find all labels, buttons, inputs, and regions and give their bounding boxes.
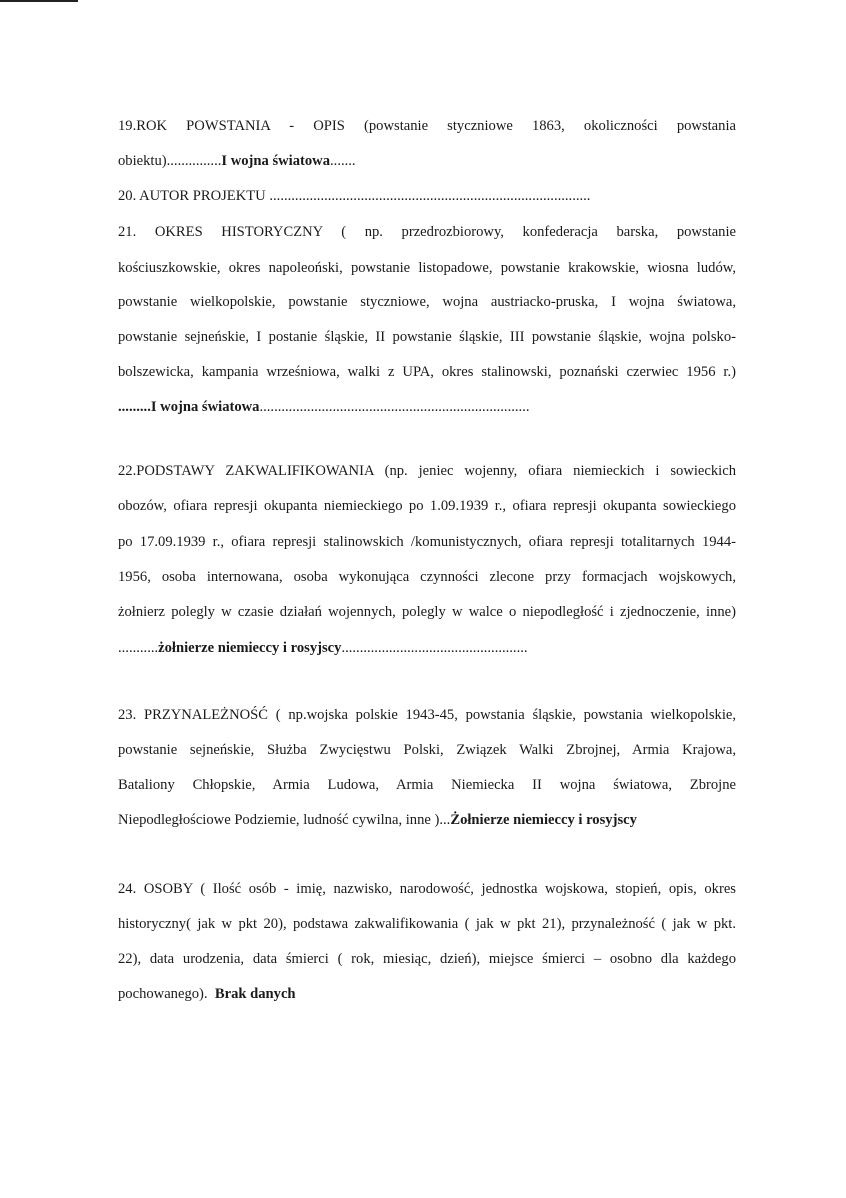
s22-answer: żołnierze niemieccy i rosyjscy [158,640,342,656]
s21-line-5: bolszewicka, kampania wrześniowa, walki z UPA, okres stalinowski, poznański czerwiec 1956 r.) [118,364,736,380]
s24-line-2: historyczny( jak w pkt 20), podstawa zakwalifikowania ( jak w pkt 21), przynależność ( jak w pkt. [118,916,736,932]
s24-line-3: 22), data urodzenia, data śmierci ( rok, miesiąc, dzień), miejsce śmierci – osobno dla każdego [118,951,736,967]
s23-line-2: powstanie sejneńskie, Służba Zwycięstwu Polski, Związek Walki Zbrojnej, Armia Krajowa, [118,742,736,758]
s21-line-2: kościuszkowskie, okres napoleoński, powstanie listopadowe, powstanie krakowskie, wiosna ludów, [118,260,736,276]
s19-line-1: 19.ROK POWSTANIA - OPIS (powstanie styczniowe 1863, okoliczności powstania [118,118,736,134]
s21-line-4: powstanie sejneńskie, I postanie śląskie, II powstanie śląskie, III powstanie śląskie, wojna polsko- [118,329,736,345]
s20-label: 20. AUTOR PROJEKTU [118,188,266,204]
s23-line-1: 23. PRZYNALEŻNOŚĆ ( np.wojska polskie 1943-45, powstania śląskie, powstania wielkopolskie, [118,707,736,723]
s21-line-3: powstanie wielkopolskie, powstanie styczniowe, wojna austriacko-pruska, I wojna światowa, [118,294,736,310]
s22-line-1: 22.PODSTAWY ZAKWALIFIKOWANIA (np. jeniec wojenny, ofiara niemieckich i sowieckich [118,463,736,479]
s24-line-1: 24. OSOBY ( Ilość osób - imię, nazwisko, narodowość, jednostka wojskowa, stopień, opis, okres [118,881,736,897]
top-rule [0,0,78,2]
s19-line-2: obiektu)...............I wojna światowa....... [118,153,356,169]
s22-line-5: żołnierz polegly w czasie działań wojennych, polegly w walce o niepodległość i zjednoczenie, inne) [118,604,736,620]
s24-line-4: pochowanego). Brak danych [118,986,296,1002]
s21-answer-line: .........I wojna światowa.......................................................................... [118,399,530,415]
s22-line-4: 1956, osoba internowana, osoba wykonująca czynności zlecone przy formacjach wojskowych, [118,569,736,585]
s19-answer: I wojna światowa [221,153,331,169]
s23-line-4: Niepodległościowe Podziemie, ludność cywilna, inne )...Żołnierze niemieccy i rosyjscy [118,812,637,828]
s22-line-2: obozów, ofiara represji okupanta niemieckiego po 1.09.1939 r., ofiara represji okupanta sowieckiego [118,498,736,514]
s21-line-1: 21. OKRES HISTORYCZNY ( np. przedrozbiorowy, konfederacja barska, powstanie [118,224,736,240]
s20-line: 20. AUTOR PROJEKTU ........................................................................................ [118,188,591,204]
s21-answer: .........I wojna światowa [118,399,260,415]
s23-answer: Żołnierze niemieccy i rosyjscy [450,812,637,828]
s22-line-3: po 17.09.1939 r., ofiara represji stalinowskich /komunistycznych, ofiara represji totalitarnych 1944- [118,534,736,550]
s24-answer: Brak danych [214,986,296,1002]
s23-line-3: Bataliony Chłopskie, Armia Ludowa, Armia Niemiecka II wojna światowa, Zbrojne [118,777,736,793]
s22-answer-line: ...........żołnierze niemieccy i rosyjscy................................................... [118,640,528,656]
